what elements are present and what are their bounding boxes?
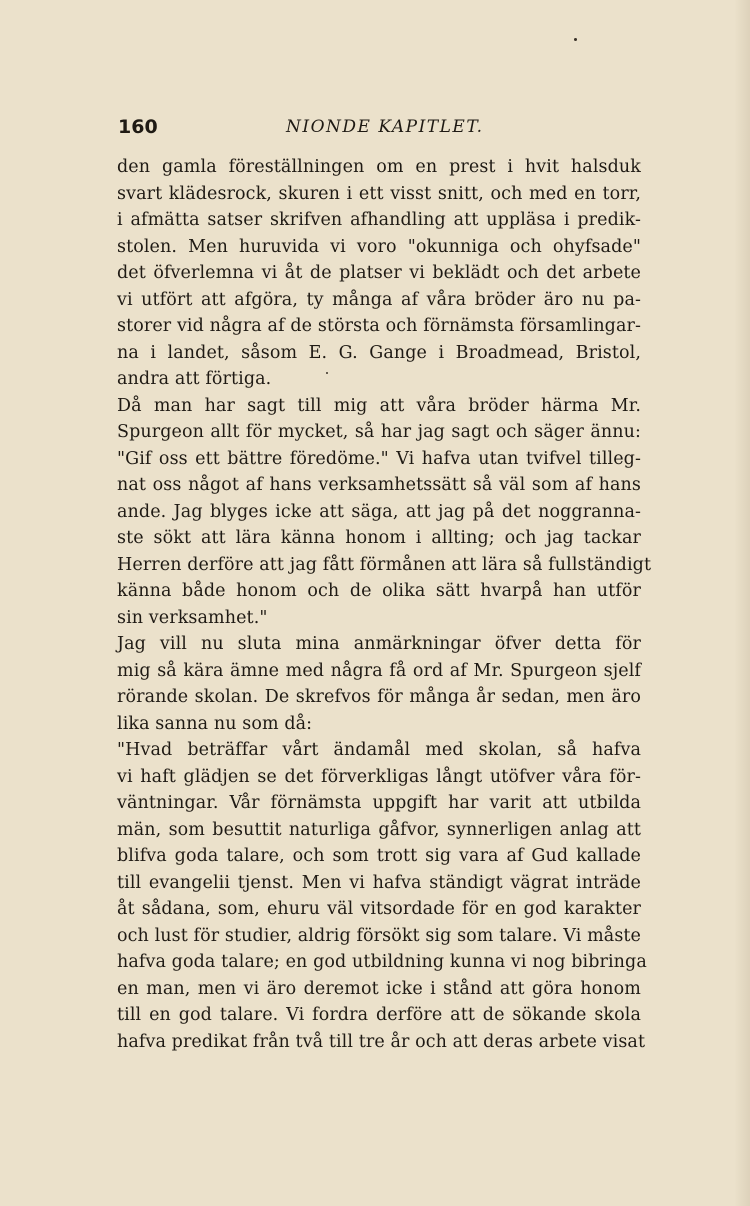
text-line: ste sökt att lära känna honom i allting; och jag tackar bbox=[117, 528, 641, 548]
body-text bbox=[117, 154, 652, 1055]
text-line: Spurgeon allt för mycket, så har jag sagt och säger ännu: bbox=[117, 422, 641, 442]
text-line: Jag vill nu sluta mina anmärkningar öfver detta för bbox=[117, 634, 641, 654]
text-line: en man, men vi äro deremot icke i stånd att göra honom bbox=[117, 978, 641, 999]
text-line: rörande skolan. De skrefvos för många år sedan, men äro bbox=[117, 687, 641, 707]
page-header bbox=[118, 116, 658, 142]
text-line: andra att förtiga. bbox=[117, 369, 272, 389]
text-line: lika sanna nu som då: bbox=[117, 713, 313, 734]
text-line: män, som besuttit naturliga gåfvor, synnerligen anlag att bbox=[117, 819, 641, 840]
page-number: 160 bbox=[118, 116, 158, 138]
text-line: vi haft glädjen se det förverkligas långt utöfver våra för- bbox=[117, 766, 641, 787]
text-line: svart klädesrock, skuren i ett visst snitt, och med en torr, bbox=[117, 183, 641, 204]
text-line: åt sådana, som, ehuru väl vitsordade för en god karakter bbox=[117, 899, 641, 919]
text-line: blifva goda talare, och som trott sig vara af Gud kallade bbox=[117, 846, 641, 866]
text-line: den gamla föreställningen om en prest i hvit halsduk bbox=[117, 157, 641, 177]
text-line: Då man har sagt till mig att våra bröder härma Mr. bbox=[117, 395, 641, 416]
text-line: i afmätta satser skrifven afhandling att uppläsa i predik- bbox=[117, 210, 641, 230]
text-line: mig så kära ämne med några få ord af Mr. Spurgeon sjelf bbox=[117, 660, 641, 681]
text-line: det öfverlemna vi åt de platser vi beklädt och det arbete bbox=[117, 263, 641, 283]
text-line: väntningar. Vår förnämsta uppgift har varit att utbilda bbox=[117, 793, 641, 813]
text-line: Herren derföre att jag fått förmånen att lära så fullständigt bbox=[117, 554, 652, 575]
text-line: vi utfört att afgöra, ty många af våra bröder äro nu pa- bbox=[117, 289, 641, 310]
text-line: stolen. Men huruvida vi voro "okunniga och ohyfsade" bbox=[117, 236, 641, 257]
page-edge-shadow bbox=[734, 0, 750, 1206]
text-line: "Hvad beträffar vårt ändamål med skolan, så hafva bbox=[117, 740, 641, 760]
speck-mark bbox=[574, 38, 577, 41]
text-line: storer vid några af de största och förnämsta församlingar- bbox=[117, 316, 641, 336]
text-line: hafva predikat från två till tre år och att deras arbete visat bbox=[117, 1031, 646, 1052]
text-line: nat oss något af hans verksamhetssätt så väl som af hans bbox=[117, 475, 641, 495]
text-line: hafva goda talare; en god utbildning kunna vi nog bibringa bbox=[117, 952, 647, 972]
text-line: ande. Jag blyges icke att säga, att jag på det noggranna- bbox=[117, 501, 641, 522]
speck-mark bbox=[326, 372, 328, 374]
text-line: sin verksamhet." bbox=[117, 607, 268, 628]
text-line: till en god talare. Vi fordra derföre att de sökande skola bbox=[117, 1005, 641, 1025]
text-line: och lust för studier, aldrig försökt sig som talare. Vi måste bbox=[117, 925, 641, 946]
text-line: känna både honom och de olika sätt hvarpå han utför bbox=[117, 581, 641, 601]
running-head: NIONDE KAPITLET. bbox=[286, 117, 484, 137]
text-line: "Gif oss ett bättre föredöme." Vi hafva utan tvifvel tilleg- bbox=[117, 448, 641, 469]
text-line: till evangelii tjenst. Men vi hafva ständigt vägrat inträde bbox=[117, 872, 641, 893]
text-line: na i landet, såsom E. G. Gange i Broadmead, Bristol, bbox=[117, 342, 641, 363]
